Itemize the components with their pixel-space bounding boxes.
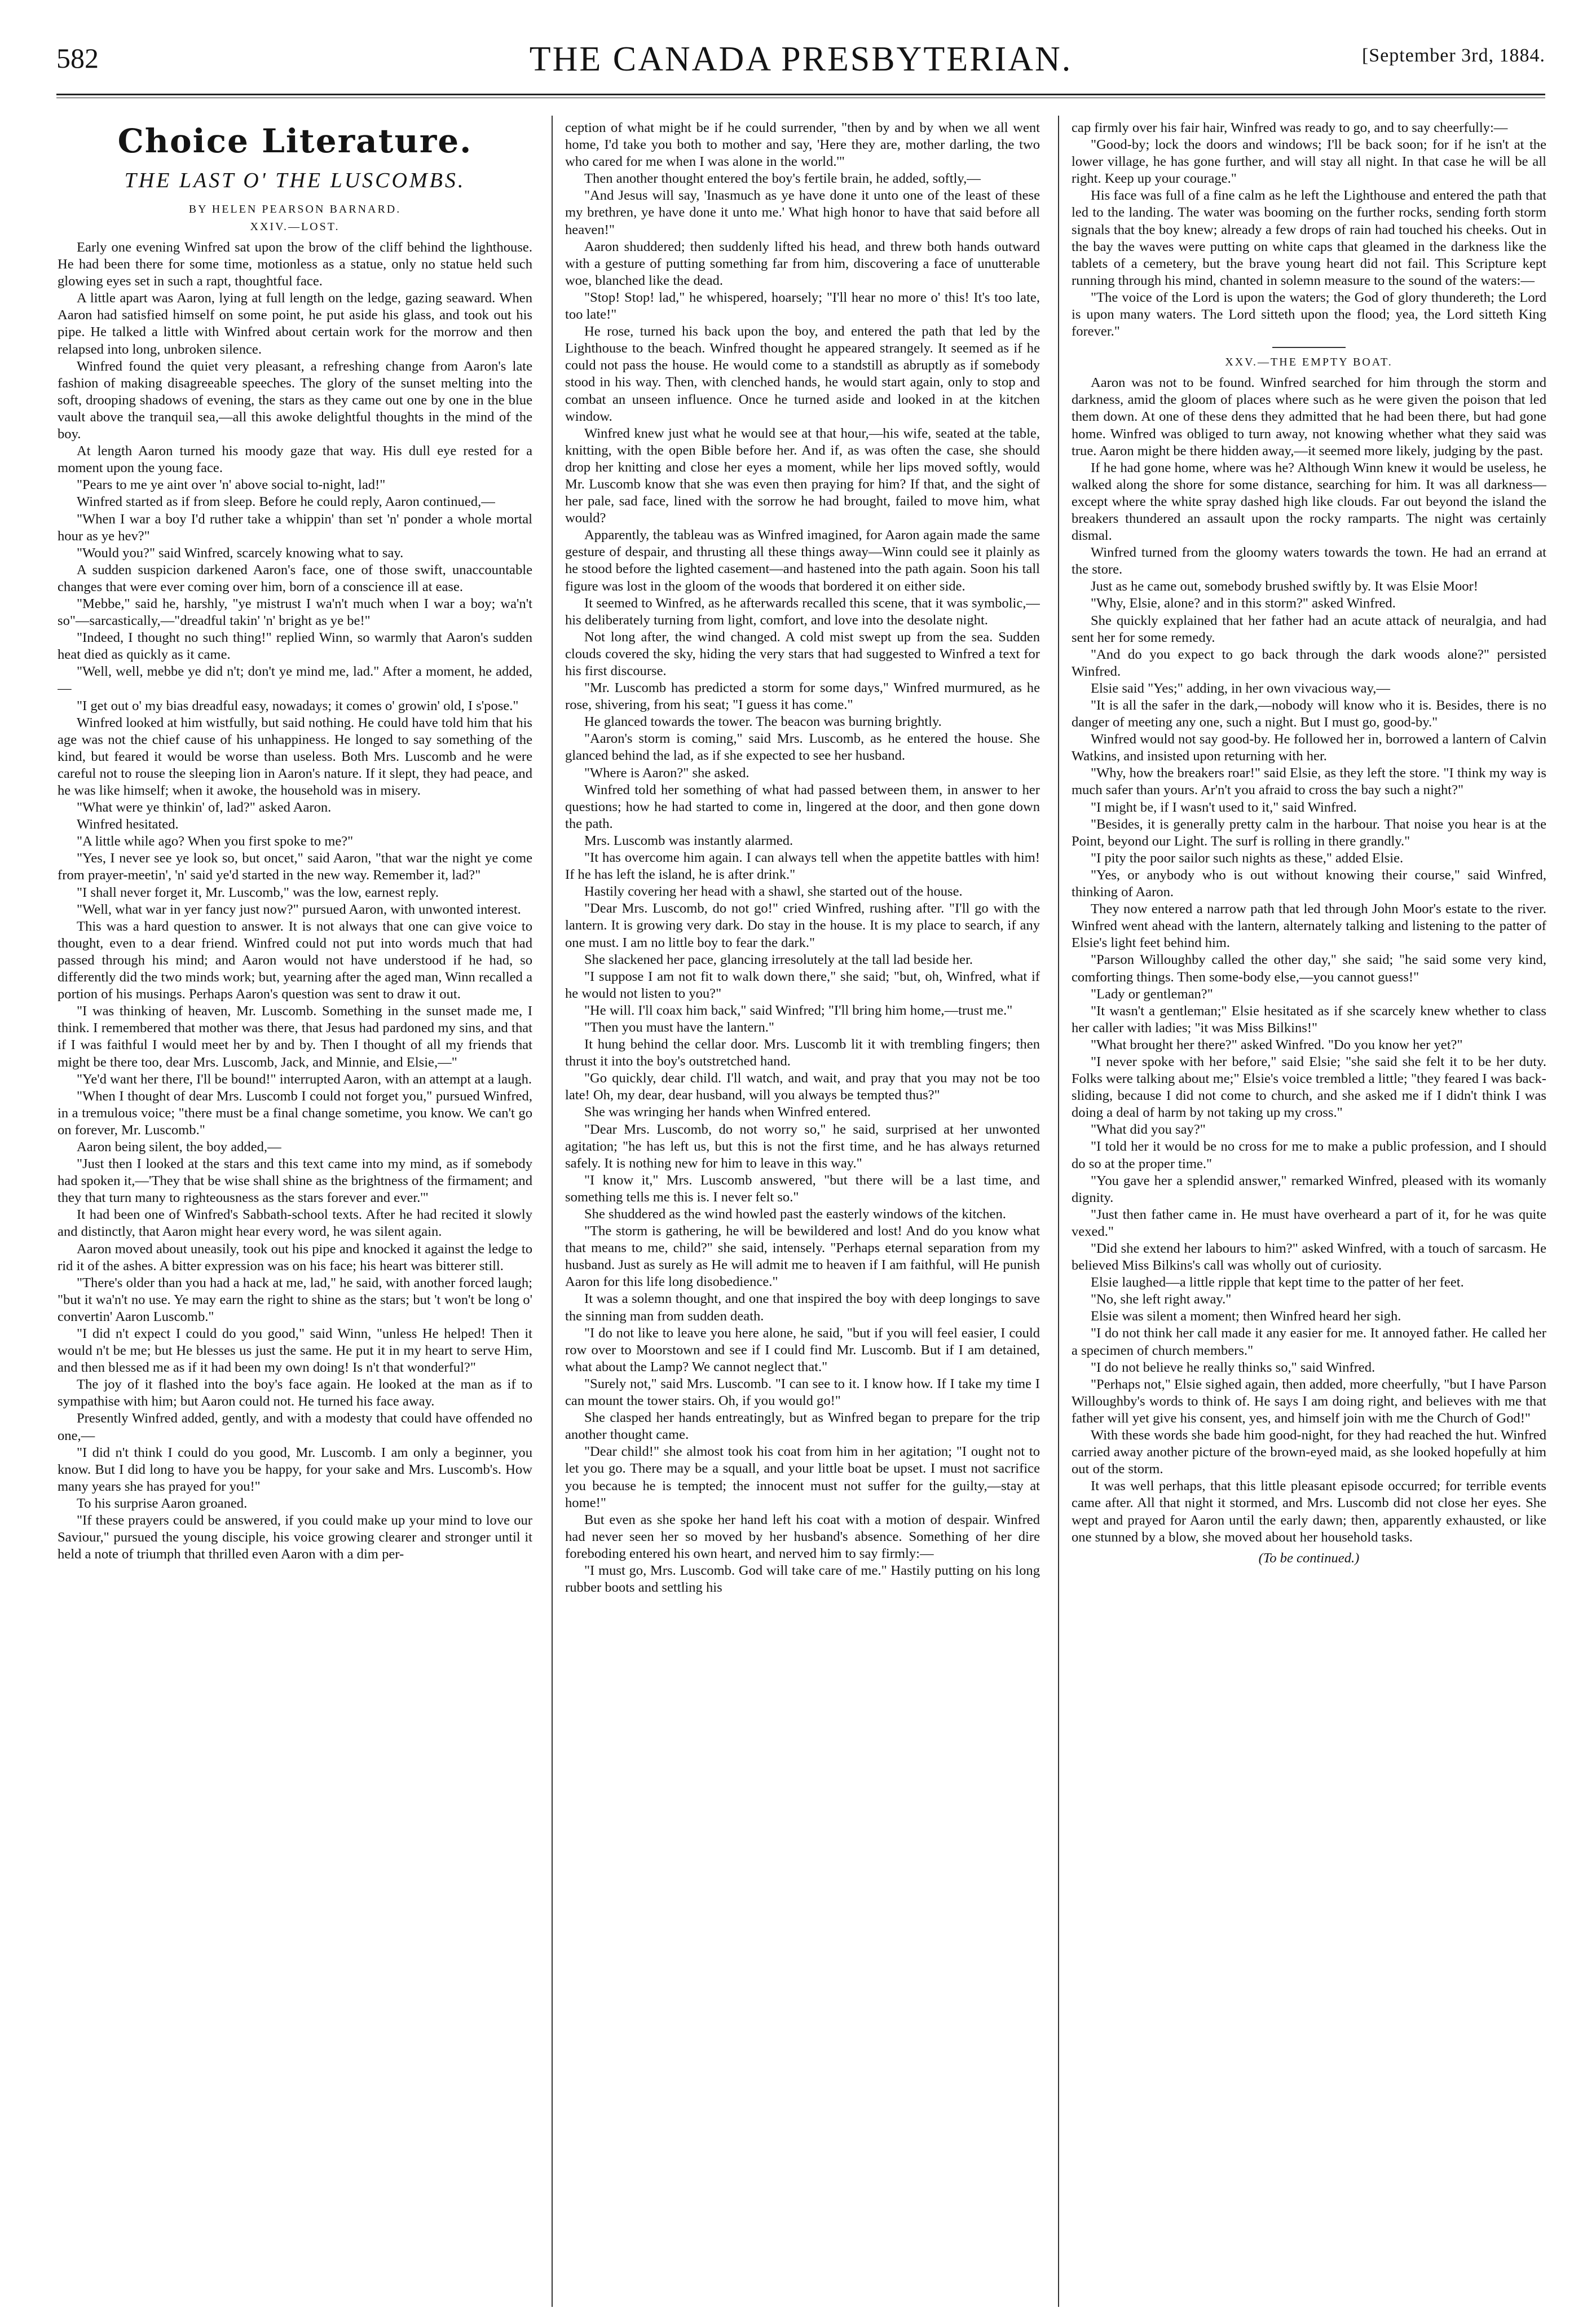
paragraph: Winfred told her something of what had passed between them, in answer to her questions; how he had started to come in, lingered at the door, and then gone down the path. (565, 782, 1040, 831)
paragraph: "When I war a boy I'd ruther take a whippin' than set 'n' ponder a whole mortal hour as ye hev?" (58, 511, 532, 544)
paragraph: Elsie was silent a moment; then Winfred heard her sigh. (1091, 1309, 1401, 1324)
column-1-text (58, 239, 532, 1563)
paragraph: "There's older than you had a hack at me, lad," he said, with another forced laugh; "but it wa'n't no use. Ye may earn the right to shine as the stars; but 't won't be long o' convertin' Aaron Luscomb." (58, 1275, 532, 1324)
paragraph: His face was full of a fine calm as he left the Lighthouse and entered the path that led to the landing. The water was booming on the further rocks, sending forth storm signals that the boy knew; already a few drops of rain had touched his cheeks. Out in the bay the waves were putting on white caps that gleamed in the darkness like the tablets of a cemetery, but the brave young heart did not fail. This Scripture kept running through his mind, chanted in solemn measure to the sound of the waters:— (1072, 188, 1546, 288)
paragraph: "Parson Willoughby called the other day," she said; "he said some very kind, comforting things. Then some-body else,—you cannot guess!" (1072, 952, 1546, 985)
paragraph: She shuddered as the wind howled past the easterly windows of the kitchen. (584, 1206, 1006, 1222)
paragraph: He rose, turned his back upon the boy, and entered the path that led by the Lighthouse to the beach. Winfred thought he appeared strangely. It seemed as if he could not pass the house. He would come to a standstill as abruptly as if somebody stood in his way. Then, with clenched hands, he would start again, only to stop and combat an unseen influence. Once he turned aside and looked in at the kitchen window. (565, 324, 1040, 424)
paragraph: ception of what might be if he could surrender, "then by and by when we all went home, I'd take you both to mother and say, 'Here they are, mother darling, the two who cared for me when I was alone in the world.'" (565, 120, 1040, 170)
paragraph: She slackened her pace, glancing irresolutely at the tall lad beside her. (584, 952, 973, 967)
paragraph: Mrs. Luscomb was instantly alarmed. (584, 833, 793, 848)
paragraph: "Why, Elsie, alone? and in this storm?" asked Winfred. (1091, 596, 1396, 611)
paragraph: A little apart was Aaron, lying at full length on the ledge, gazing seaward. When Aaron had satisfied himself on some point, he put aside his glass, and took out his pipe. He talked a little with Winfred about certain work for the morrow and then relapsed into long, unbroken silence. (58, 290, 532, 357)
paragraph: "Well, what war in yer fancy just now?" pursued Aaron, with unwonted interest. (77, 901, 521, 917)
paragraph: "I suppose I am not fit to walk down there," she said; "but, oh, Winfred, what if he would not listen to you?" (565, 968, 1040, 1001)
paragraph: "You gave her a splendid answer," remarked Winfred, pleased with its womanly dignity. (1072, 1173, 1546, 1205)
paragraph: "Perhaps not," Elsie sighed again, then added, more cheerfully, "but I have Parson Willoughby's words to think of. He says I am doing right, and believes with me that father will yet give his consent, yes, and himself join with me the Church of God!" (1072, 1376, 1546, 1426)
paragraph: "Dear Mrs. Luscomb, do not worry so," he said, surprised at her unwonted agitation; "he has left us, but this is not the first time, and he has always returned safely. It is nothing new for him to leave in this way." (565, 1121, 1040, 1171)
paragraph: "Dear Mrs. Luscomb, do not go!" cried Winfred, rushing after. "I'll go with the lantern. It is growing very dark. Do stay in the house. It is my place to search, if any one must. I am no little boy to fear the dark." (565, 901, 1040, 950)
paragraph: "I might be, if I wasn't used to it," said Winfred. (1091, 799, 1357, 815)
chapter-separator (1272, 347, 1346, 348)
paragraph: "Yes, I never see ye look so, but oncet," said Aaron, "that war the night ye come from prayer-meetin', 'n' said ye'd started in the new way. Remember it, lad?" (58, 851, 532, 883)
paragraph: Winfred turned from the gloomy waters towards the town. He had an errand at the store. (1072, 545, 1546, 578)
paragraph: She was wringing her hands when Winfred entered. (584, 1104, 871, 1120)
paragraph: "Dear child!" she almost took his coat from him in her agitation; "I ought not to let you go. There may be a squall, and your little boat be upset. I must not sacrifice you because he is tempted; the innocent must not suffer for the guilty,—stay at home!" (565, 1444, 1040, 1510)
column-2 (565, 120, 1040, 2302)
paragraph: "I know it," Mrs. Luscomb answered, "but there will be a last time, and something tells me this is. I never felt so." (565, 1172, 1040, 1205)
page-number: 582 (56, 42, 99, 74)
paragraph: "He will. I'll coax him back," said Winfred; "I'll bring him home,—trust me." (584, 1002, 1013, 1018)
paragraph: cap firmly over his fair hair, Winfred was ready to go, and to say cheerfully:— (1072, 120, 1508, 135)
paragraph: Hastily covering her head with a shawl, she started out of the house. (584, 884, 963, 900)
paragraph: Aaron was not to be found. Winfred searched for him through the storm and darkness, amid the gloom of places where such as he were given the poison that led them down. At one of these dens they admitted that he had been there, but had gone home. Winfred was obliged to turn away, not knowing whether what they said was true. Aaron might be there hidden away,—it seemed more likely, judging by the past. (1072, 375, 1546, 459)
paragraph: To his surprise Aaron groaned. (77, 1495, 248, 1511)
paragraph: "I never spoke with her before," said Elsie; "she said she felt it to be her duty. Folks were talking about me;" Elsie's voice trembled a little; "they feared I was back-sliding, because I did not come to church, and she asked me if I didn't think I was doing a deal of harm by not taking up my cross." (1072, 1054, 1546, 1121)
paragraph: "Just then father came in. He must have overheard a part of it, for he was quite vexed." (1072, 1206, 1546, 1239)
paragraph: Aaron shuddered; then suddenly lifted his head, and threw both hands outward with a gesture of putting something far from him, discovering a face of unutterable woe, blanched like the dead. (565, 239, 1040, 288)
paragraph: "If these prayers could be answered, if you could make up your mind to love our Saviour," pursued the young disciple, his voice growing clearer and stronger until it held a note of triumph that thrilled even Aaron with a dim per- (58, 1513, 532, 1562)
paragraph: Not long after, the wind changed. A cold mist swept up from the sea. Sudden clouds covered the sky, hiding the very stars that had suggested to Winfred a text for his first discourse. (565, 629, 1040, 679)
paragraph: Winfred found the quiet very pleasant, a refreshing change from Aaron's late fashion of making disagreeable speeches. The glory of the sunset melting into the soft, drooping shadows of evening, the stars as they came out one by one in the blue vault above the tranquil sea,—all this awoke delightful thoughts in the mind of the boy. (58, 358, 532, 442)
paragraph: "I did n't expect I could do you good," said Winn, "unless He helped! Then it would n't be me; but He blesses us just the same. He put it in my heart to serve Him, and then blessed me as if it had been my own doing! Is n't that wonderful?" (58, 1326, 532, 1376)
paragraph: At length Aaron turned his moody gaze that way. His dull eye rested for a moment upon the young face. (58, 443, 532, 476)
paragraph: A sudden suspicion darkened Aaron's face, one of those swift, unaccountable changes that were ever coming over him, born of a conscience ill at ease. (58, 562, 532, 594)
paragraph: "What brought her there?" asked Winfred. "Do you know her yet?" (1091, 1037, 1463, 1052)
paragraph: "The voice of the Lord is upon the waters; the God of glory thundereth; the Lord is upon many waters. The Lord sitteth upon the flood; yea, the Lord sitteth King forever." (1072, 289, 1546, 340)
paragraph: "It is all the safer in the dark,—nobody will know who it is. Besides, there is no danger of meeting any one, such a night. But I must go, good-by." (1072, 698, 1546, 730)
paragraph: Early one evening Winfred sat upon the brow of the cliff behind the lighthouse. He had been there for some time, motionless as a statue, only no statue held such glowing eyes set in such a rapt, thoughtful face. (58, 240, 532, 289)
paragraph: "Surely not," said Mrs. Luscomb. "I can see to it. I know how. If I take my time I can mount the tower stairs. Oh, if you would go!" (565, 1376, 1040, 1409)
paragraph: Winfred knew just what he would see at that hour,—his wife, seated at the table, knitting, with the open Bible before her. And if, as was often the case, she should drop her knitting and close her eyes a moment, while her lips moved softly, would Mr. Luscomb know that she was even then praying for him? If that, and the sight of her pale, sad face, lined with the sorrow he had brought, failed to move him, what would? (565, 425, 1040, 526)
paragraph: "Besides, it is generally pretty calm in the harbour. That noise you hear is at the Point, beyond our Light. The surf is rolling in there grandly." (1072, 816, 1546, 849)
paragraph: Winfred hesitated. (77, 817, 179, 833)
paragraph: Aaron moved about uneasily, took out his pipe and knocked it against the ledge to rid it of the ashes. A bitter expression was on his face; his heart was bitterer still. (58, 1241, 532, 1274)
paragraph: "Aaron's storm is coming," said Mrs. Luscomb, as he entered the house. She glanced behind the lad, as if she expected to see her husband. (565, 731, 1040, 764)
paragraph: Just as he came out, somebody brushed swiftly by. It was Elsie Moor! (1091, 579, 1478, 594)
paragraph: "What were ye thinkin' of, lad?" asked Aaron. (77, 800, 332, 816)
paragraph: The joy of it flashed into the boy's face again. He looked at the man as if to sympathise with him; but Aaron could not. He turned his face away. (58, 1377, 532, 1410)
paragraph: "Would you?" said Winfred, scarcely knowing what to say. (77, 545, 404, 561)
paragraph: "I shall never forget it, Mr. Luscomb," was the low, earnest reply. (77, 884, 439, 900)
paragraph: It had been one of Winfred's Sabbath-school texts. After he had recited it slowly and distinctly, that Aaron might hear every word, he was silent again. (58, 1207, 532, 1240)
paragraph: "Did she extend her labours to him?" asked Winfred, with a touch of sarcasm. He believed Miss Bilkins's call was wholly out of curiosity. (1072, 1241, 1546, 1274)
paragraph: "It wasn't a gentleman;" Elsie hesitated as if she scarcely knew whether to class her caller with ladies; "it was Miss Bilkins!" (1072, 1003, 1546, 1036)
paragraph: "Then you must have the lantern." (584, 1019, 774, 1035)
paragraph: "Mebbe," said he, harshly, "ye mistrust I wa'n't much when I war a boy; wa'n't so"—sarcastically,—"dreadful takin' 'n' bright as ye be!" (58, 596, 532, 629)
paragraph: With these words she bade him good-night, for they had reached the hut. Winfred carried away another picture of the brown-eyed maid, as she looked hopefully at him out of the storm. (1072, 1428, 1546, 1477)
paragraph: He glanced towards the tower. The beacon was burning brightly. (584, 714, 942, 730)
paragraph: Aaron being silent, the boy added,— (77, 1139, 281, 1155)
column-divider (552, 116, 553, 2307)
column-3-text-bottom (1072, 375, 1546, 1545)
paragraph: They now entered a narrow path that led through John Moor's estate to the river. Winfred went ahead with the lantern, alternately talking and listening to the patter of Elsie's light feet behind him. (1072, 901, 1546, 951)
paragraph: Apparently, the tableau was as Winfred imagined, for Aaron again made the same gesture of despair, and thrusting all these things away—Winn could see it plainly as he stood before the lighted casement—and hastened into the path again. Soon his tall figure was lost in the gloom of the woods that bordered it on either side. (565, 527, 1040, 594)
paragraph: Winfred started as if from sleep. Before he could reply, Aaron continued,— (77, 494, 495, 510)
section-masthead: Choice Literature. (117, 122, 473, 160)
paragraph: But even as she spoke her hand left his coat with a motion of despair. Winfred had never seen her so moved by her husband's absence. Something of her dire foreboding entered his own heart, and nerved him to say firmly:— (565, 1512, 1040, 1561)
paragraph: "When I thought of dear Mrs. Luscomb I could not forget you," pursued Winfred, in a tremulous voice; "there must be a final change sometime, you know. We can't go on forever, Mr. Luscomb." (58, 1088, 532, 1138)
paragraph: This was a hard question to answer. It is not always that one can give voice to thought, even to a dear friend. Winfred could not put into words much that had passed through his mind; and Aaron would not have understood if he had, so differently did the two minds work; but, yearning after the aged man, Winn recalled a portion of his musings. Perhaps Aaron's question was sent to draw it out. (58, 918, 532, 1002)
newspaper-title: THE CANADA PRESBYTERIAN. (529, 40, 1073, 78)
paragraph: "I must go, Mrs. Luscomb. God will take care of me." Hastily putting on his long rubber boots and settling his (565, 1562, 1040, 1596)
paragraph: "A little while ago? When you first spoke to me?" (77, 834, 354, 849)
paragraph: "Just then I looked at the stars and this text came into my mind, as if somebody had spoken it,—'They that be wise shall shine as the brightness of the firmament; and they that turn many to righteousness as the stars forever and ever.'" (58, 1156, 532, 1206)
story-title: THE LAST O' THE LUSCOMBS. (124, 169, 466, 192)
paragraph: "I pity the poor sailor such nights as these," added Elsie. (1091, 850, 1404, 866)
column-3-text-top (1072, 120, 1546, 340)
paragraph: "And Jesus will say, 'Inasmuch as ye have done it unto one of the least of these my brethren, ye have done it unto me.' What high honor to have that said before all heaven!" (565, 188, 1040, 237)
paragraph: "I get out o' my bias dreadful easy, nowadays; it comes o' growin' old, I s'pose." (77, 698, 519, 714)
paragraph: Then another thought entered the boy's fertile brain, he added, softly,— (584, 171, 981, 187)
paragraph: Winfred would not say good-by. He followed her in, borrowed a lantern of Calvin Watkins, and insisted upon returning with her. (1072, 732, 1546, 764)
paragraph: Winfred looked at him wistfully, but said nothing. He could have told him that his age was not the chief cause of his unhappiness. He longed to say something of the kind, but feared it would be worse than useless. Both Mrs. Luscomb and he were careful not to rouse the sleeping lion in Aaron's nature. If it slept, they had peace, and he was like himself; when it awoke, the household was in misery. (58, 715, 532, 798)
paragraph: "I do not think her call made it any easier for me. It annoyed father. He called her a specimen of church members." (1072, 1325, 1546, 1358)
paragraph: "I do not like to leave you here alone, he said, "but if you will feel easier, I could row over to Moorstown and see if I could find Mr. Luscomb. But if I am detained, what about the Lamp? We cannot neglect that." (565, 1325, 1040, 1375)
paragraph: It hung behind the cellar door. Mrs. Luscomb lit it with trembling fingers; then thrust it into the boy's outstretched hand. (565, 1037, 1040, 1069)
paragraph: It was a solemn thought, and one that inspired the boy with deep longings to save the sinning man from sudden death. (565, 1291, 1040, 1324)
paragraph: Elsie said "Yes;" adding, in her own vivacious way,— (1091, 680, 1391, 696)
paragraph: "And do you expect to go back through the dark woods alone?" persisted Winfred. (1072, 646, 1546, 679)
paragraph: "Good-by; lock the doors and windows; I'll be back soon; for if he isn't at the lower village, he has gone further, and will stay all night. In that case he will be all right. Keep up your courage." (1072, 137, 1546, 187)
paragraph: "Indeed, I thought no such thing!" replied Winn, so warmly that Aaron's sudden heat died as quickly as it came. (58, 630, 532, 663)
paragraph: "The storm is gathering, he will be bewildered and lost! And do you know what that means to me, child?" she said, intensely. "Perhaps eternal separation from my husband. Just as surely as He will admit me to heaven if I am faithful, will He punish Aaron for this life long disobedience." (565, 1223, 1040, 1290)
paragraph: "I told her it would be no cross for me to make a public profession, and I should do so at the proper time." (1072, 1139, 1546, 1171)
paragraph: "It has overcome him again. I can always tell when the appetite battles with him! If he has left the island, he is after drink." (565, 850, 1040, 883)
paragraph: "Mr. Luscomb has predicted a storm for some days," Winfred murmured, as he rose, shivering, from his seat; "I guess it has come." (565, 680, 1040, 713)
paragraph: "Ye'd want her there, I'll be bound!" interrupted Aaron, with an attempt at a laugh. (77, 1071, 532, 1087)
paragraph: If he had gone home, where was he? Although Winn knew it would be useless, he walked along the shore for some distance, searching for him. It was all darkness—except where the white spray dashed high like clouds. Far out beyond the island the breakers thundered an assault upon the rocky ramparts. The night was certainly dismal. (1072, 460, 1546, 544)
paragraph: "What did you say?" (1091, 1122, 1206, 1138)
column-3 (1072, 120, 1546, 2302)
story-byline: BY HELEN PEARSON BARNARD. (188, 203, 402, 215)
issue-date: [September 3rd, 1884. (1361, 45, 1545, 66)
paragraph: "Pears to me ye aint over 'n' above social to-night, lad!" (77, 477, 386, 493)
chapter-heading: XXIV.—LOST. (250, 221, 340, 233)
paragraph: "Why, how the breakers roar!" said Elsie, as they left the store. "I think my way is much safer than yours. Ar'n't you afraid to cross the bay such a night?" (1072, 765, 1546, 798)
paragraph: "Where is Aaron?" she asked. (584, 765, 749, 781)
column-divider (1058, 116, 1059, 2307)
paragraph: "Well, well, mebbe ye did n't; don't ye mind me, lad." After a moment, he added,— (58, 664, 532, 697)
header-rule (56, 94, 1545, 95)
paragraph: It was well perhaps, that this little pleasant episode occurred; for terrible events came after. All that night it stormed, and Mrs. Luscomb did not close her eyes. She wept and prayed for Aaron until the early dawn; then, apparently exhausted, or like one stunned by a blow, she moved about her household tasks. (1072, 1478, 1546, 1545)
paragraph: She clasped her hands entreatingly, but as Winfred began to prepare for the trip another thought came. (565, 1410, 1040, 1443)
paragraph: "Stop! Stop! lad," he whispered, hoarsely; "I'll hear no more o' this! It's too late, too late!" (565, 289, 1040, 323)
paragraph: "No, she left right away." (1091, 1292, 1232, 1307)
paragraph: She quickly explained that her father had an acute attack of neuralgia, and had sent her for some remedy. (1072, 613, 1546, 645)
paragraph: "Yes, or anybody who is out without knowing their course," said Winfred, thinking of Aaron. (1072, 867, 1546, 900)
page-header (56, 39, 1545, 83)
paragraph: Elsie laughed—a little ripple that kept time to the patter of her feet. (1091, 1275, 1464, 1291)
column-2-text (565, 120, 1040, 1596)
paragraph: "Lady or gentleman?" (1091, 986, 1213, 1002)
paragraph: It seemed to Winfred, as he afterwards recalled this scene, that it was symbolic,—his deliberately turning from light, comfort, and love into the desolate night. (565, 595, 1040, 628)
paragraph: Presently Winfred added, gently, and with a modesty that could have offended no one,— (58, 1411, 532, 1443)
continued-note: (To be continued.) (1258, 1550, 1360, 1566)
paragraph: "Go quickly, dear child. I'll watch, and wait, and pray that you may not be too late! Oh, my dear, dear husband, will you always be tempted thus?" (565, 1071, 1040, 1103)
column-1 (58, 120, 532, 2302)
paragraph: "I was thinking of heaven, Mr. Luscomb. Something in the sunset made me, I think. I remembered that mother was there, that Jesus had pardoned my sins, and that if I was faithful I would meet her by and by. Then I thought of all my friends that might be there too, dear Mrs. Luscomb, Jack, and Minnie, and Elsie,—" (58, 1003, 532, 1070)
paragraph: "I do not believe he really thinks so," said Winfred. (1091, 1359, 1375, 1375)
paragraph: "I did n't think I could do you good, Mr. Luscomb. I am only a beginner, you know. But I did long to have you be happy, for your sake and Mrs. Luscomb's. How many years she has prayed for you!" (58, 1444, 532, 1494)
chapter-heading: XXV.—THE EMPTY BOAT. (1225, 356, 1393, 369)
